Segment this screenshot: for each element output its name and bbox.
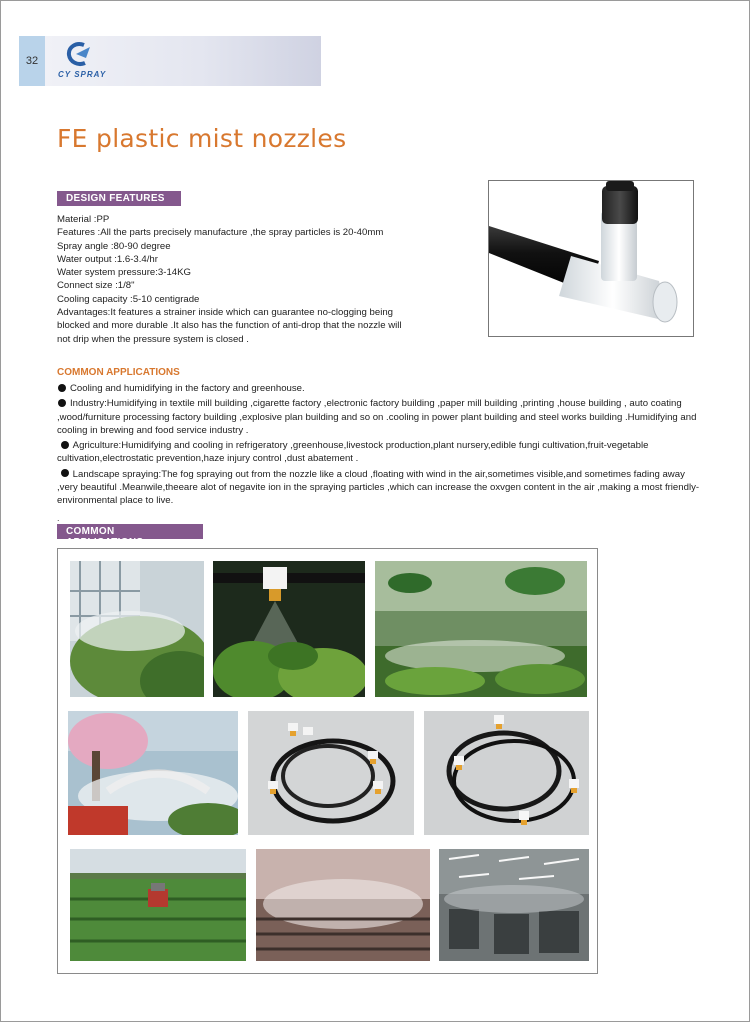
applications-photo-gallery: [57, 548, 598, 974]
feature-line: Cooling capacity :5-10 centigrade: [57, 293, 200, 305]
nozzle-product-photo: [488, 180, 694, 337]
feature-line: Material :PP: [57, 214, 110, 225]
photo-livestock-house: [256, 849, 430, 961]
trailing-mark: .: [57, 513, 60, 523]
page-title: FE plastic mist nozzles: [57, 124, 347, 153]
photo-nozzle-over-plants: [213, 561, 365, 697]
design-features-tag: DESIGN FEATURES: [57, 191, 181, 206]
application-item: Agriculture:Humidifying and cooling in refrigeratory ,greenhouse,livestock production,plant nursery,edible fungi cultivation,fruit-vegetable cultivation,electrostatic prevention,haze injury control ,dust abatement .: [57, 440, 649, 465]
bullet-icon: [61, 469, 69, 477]
feature-line: Spray angle :80-90 degree: [57, 240, 171, 252]
common-applications-heading: COMMON APPLICATIONS: [57, 367, 180, 378]
feature-line: Features :All the parts precisely manufacture ,the spray particles is 20-40mm: [57, 227, 384, 239]
brand-name: CY SPRAY: [58, 70, 107, 79]
application-item: Industry:Humidifying in textile mill building ,cigarette factory ,electronic factory building ,paper mill building ,printing ,house building , auto coating ,wood/furniture processing factory building ,explosive plan building and so on .cooling in power plant building and steel works building .Humidifying and cooling in brewing and food service industry .: [57, 398, 697, 436]
design-features-list: [57, 213, 457, 346]
photo-hose-nozzle-ring-1: [248, 711, 414, 835]
photo-garden-bridge-fog: [68, 711, 238, 835]
bullet-icon: [58, 384, 66, 392]
photo-building-mist: [70, 561, 204, 697]
photo-field-sprayer: [70, 849, 246, 961]
feature-line: blocked and more durable .It also has the function of anti-drop that the nozzle will: [57, 320, 402, 332]
application-item: Cooling and humidifying in the factory and greenhouse.: [57, 382, 707, 395]
feature-line: Water output :1.6-3.4/hr: [57, 253, 158, 265]
page-number: 32: [19, 36, 45, 86]
feature-line: not drip when the pressure system is closed .: [57, 333, 249, 345]
photo-textile-factory: [439, 849, 589, 961]
feature-line: Water system pressure:3-14KG: [57, 267, 191, 279]
photo-hose-nozzle-ring-2: [424, 711, 589, 835]
feature-line: Connect size :1/8": [57, 280, 135, 292]
application-item: Landscape spraying:The fog spraying out from the nozzle like a cloud ,floating with wind in the air,sometimes visible,and sometimes fading away ,very beautiful .Meanwile,theeare alot of negavite ion in the spraying particles ,which can increase the oxvgen content in the air ,making a most friendly-environmental place to live.: [57, 468, 700, 507]
bullet-icon: [58, 399, 66, 407]
gallery-tag: COMMON APPLICATIONS: [57, 524, 203, 539]
feature-line: Advantages:It features a strainer inside which can guarantee no-clogging being: [57, 307, 393, 319]
cy-spray-logo-icon: [64, 42, 94, 68]
photo-greenhouse-lamps: [375, 561, 587, 697]
common-applications-list: [57, 382, 707, 510]
bullet-icon: [61, 441, 69, 449]
